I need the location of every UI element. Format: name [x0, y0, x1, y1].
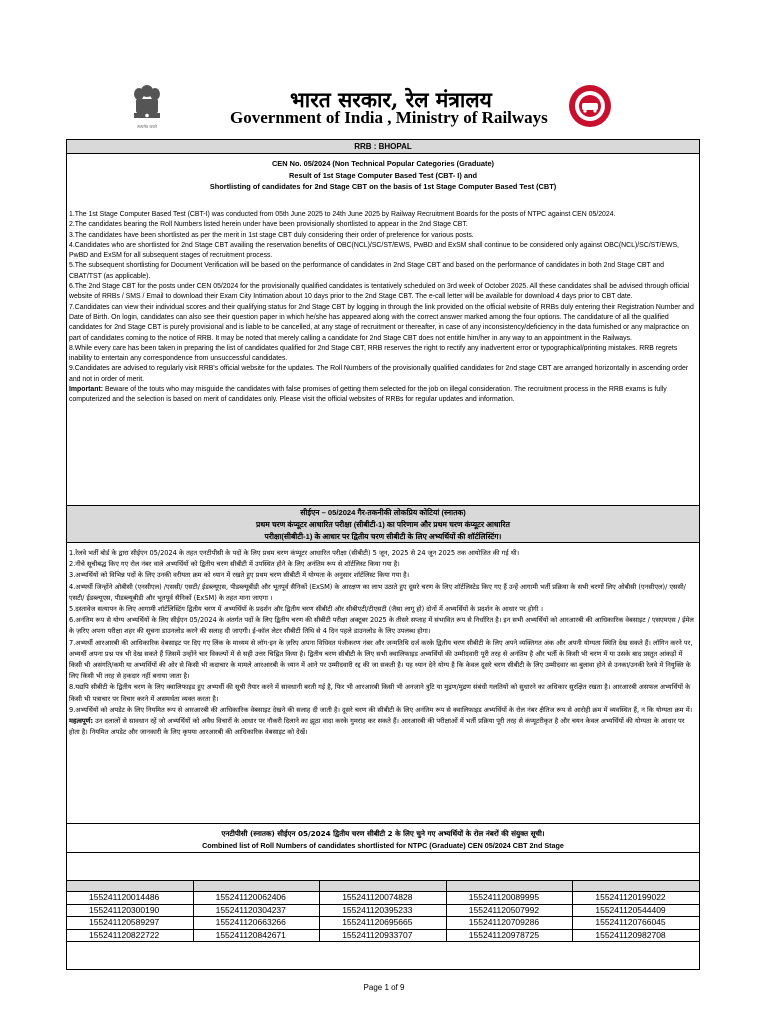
instruction-point: 8.While every care has been taken in preparing the list of candidates qualified for 2nd Stage CBT, RRB reserves the right to rectify any inadvertent error or typographical/printing mistakes. RRB regrets inability to entertain any correspondence from unsuccessful candidates.	[69, 344, 678, 363]
hindi-head-line: परीक्षा(सीबीटी-1) के आधार पर द्वितीय चरण सीबीटी के लिए अभ्यर्थियों की शॉर्टलिस्टिंग।	[264, 532, 502, 541]
instruction-point-hi: 4.अभ्यर्थी जिन्होंने ओबीसी (एनसीएल) /एससी/ एसटी/ ईडब्ल्यूएस, पीडब्ल्यूबीडी और भूतपूर्व सैनिकों (ExSM) के आरक्षण का लाभ उठाते हुए दूसरे चरण के लिए शॉर्टलिस्टेड किए गए हैं उन्हें आगामी भर्ती प्रक्रिया के सभी चरणों लिए ओबीसी (एनसीएल)/ एससी/ एसटी/ ईडब्ल्यूएस, पीडब्ल्यूबीडी और भूतपूर्व सैनिकों (ExSM) के तहत माना जाएगा ।	[69, 582, 686, 602]
table-row	[67, 917, 700, 930]
roll-number-cell: 155241120544409	[573, 904, 700, 917]
roll-number-cell: 155241120507992	[446, 904, 573, 917]
english-title: Government of India , Ministry of Railways	[230, 108, 548, 127]
cen-line: Shortlisting of candidates for 2nd Stage CBT on the basis of 1st Stage Computer Based Test (CBT)	[209, 182, 557, 191]
document-header	[130, 82, 650, 138]
roll-number-cell: 155241120300190	[67, 904, 194, 917]
table-header-cell	[446, 881, 573, 892]
roll-number-cell: 155241120589297	[67, 917, 194, 930]
instruction-point-hi: 8.यद्यपि सीबीटी के द्वितीय चरण के लिए क्वालिफाइड हुए अभ्यर्थी की सूची तैयार करने में सावधानी बरती गई है, फिर भी आरआरबी किसी भी अनजाने त्रुटि या मुद्रण/मुद्रण संबंधी गलतियों को सुधारने का अधिकार सुरक्षित रखता है। आरआरबी असफल अभ्यर्थियों के किसी भी पत्राचार पर विचार करने में असमर्थता व्यक्त करता है।	[69, 683, 691, 703]
roll-number-cell: 155241120709286	[446, 917, 573, 930]
instruction-point: 2.The candidates bearing the Roll Numbers listed herein under have been provisionally shortlisted to appear in the 2nd Stage CBT.	[69, 221, 468, 229]
roll-number-cell: 155241120822722	[67, 929, 194, 942]
instruction-point: 6.The 2nd Stage CBT for the posts under CEN 05/2024 for the provisionally qualified candidates is tentatively scheduled on 3rd week of October 2025. All these candidates shall be advised through official website of RRBs / SMS / Email to download their Exam City Intimation about 10 days prior to the 2nd Stage CBT. The e-call letter will be available for download 4 days prior to CBT date.	[69, 283, 690, 301]
cen-line: CEN No. 05/2024 (Non Technical Popular Categories (Graduate)	[271, 159, 495, 168]
instruction-point: 4.Candidates who are shortlisted for 2nd Stage CBT availing the reservation benefits of OBC(NCL)/SC/ST/EWS, PwBD and ExSM shall continue to be considered only against OBC(NCL)/SC/ST/EWS, PwBD and ExSM for all subsequent stages of recruitment process.	[69, 241, 679, 260]
roll-number-cell: 155241120014486	[67, 892, 194, 905]
hindi-head-line: प्रथम चरण कंप्यूटर आधारित परीक्षा (सीबीटी-1) का परिणाम और प्रथम चरण कंप्यूटर आधारित	[256, 520, 510, 529]
hindi-title: भारत सरकार, रेल मंत्रालय	[290, 87, 492, 112]
table-row	[67, 929, 700, 942]
roll-number-cell: 155241120842671	[193, 929, 320, 942]
instruction-point-hi: 1.रेलवे भर्ती बोर्ड के द्वारा सीईएन 05/2024 के तहत एनटीपीसी के पदों के लिए प्रथम चरण कंप्यूटर आधारित परीक्षा (सीबीटी) 5 जून, 2025 से 24 जून 2025 तक आयोजित की गई थी।	[69, 549, 520, 557]
important-text: Beware of the touts who may misguide the candidates with false promises of getting them selected for the job on illegal consideration. The recruitment process in the RRB exams is fully computerized and the selection is based on merit of candidates only. Please visit the official websites of RRBs for regular updates and information.	[69, 386, 667, 404]
instruction-point-hi: 2.नीचे सूचीबद्ध किए गए रोल नंबर वाले अभ्यर्थियों को द्वितीय चरण सीबीटी में उपस्थित होने के लिए अनंतिम रूप से शॉर्टलिस्ट किया गया है।	[69, 560, 400, 569]
indian-railways-logo-icon	[568, 84, 612, 128]
instruction-point: 1.The 1st Stage Computer Based Test (CBT-I) was conducted from 05th June 2025 to 24th June 2025 by Railway Recruitment Boards for the posts of NTPC against CEN 05/2024.	[69, 211, 616, 218]
roll-number-cell: 155241120304237	[193, 904, 320, 917]
roll-number-cell: 155241120695665	[320, 917, 447, 930]
instruction-point-hi: 3.अभ्यर्थियों को विभिन्न पदों के लिए उनकी वरीयता क्रम को ध्यान में रखते हुए प्रथम चरण सीबीटी में योग्यता के अनुसार शॉर्टलिस्ट किया गया है।	[69, 571, 410, 580]
roll-number-cell: 155241120062406	[193, 892, 320, 905]
table-header-row	[67, 881, 700, 892]
important-label: Important:	[69, 386, 104, 394]
instruction-point-hi: 5.दस्तावेज सत्यापन के लिए आगामी शॉर्टलिस्टिंग द्वितीय चरण में अभ्यर्थियों के प्रदर्शन और द्वितीय चरण सीबीटी और सीबीएटी/टीएसटी (जैसा लागू हो) दोनों में अभ्यर्थियों के प्रदर्शन के आधार पर होगी ।	[69, 605, 544, 614]
national-emblem-icon	[130, 82, 164, 132]
roll-number-table	[66, 880, 700, 942]
instruction-point-hi: 9.अभ्यर्थियों को अपडेट के लिए नियमित रूप से आरआरबी की आधिकारिक वेबसाइट देखने की सलाह दी जाती है। दूसरे चरण की सीबीटी के लिए अनंतिम रूप से क्वालिफाइड अभ्यर्थियों के रोल नंबर क्षैतिज रूप से आरोही क्रम में व्यवस्थित हैं, न कि योग्यता क्रम में।	[69, 705, 693, 714]
page-number: Page 1 of 9	[363, 983, 405, 992]
notice-frame	[66, 139, 700, 970]
svg-text:सत्यमेव जयते: सत्यमेव जयते	[137, 124, 157, 129]
roll-number-cell: 155241120089995	[446, 892, 573, 905]
table-header-cell	[67, 881, 194, 892]
cen-heading	[67, 154, 699, 193]
hindi-head-line: सीईएन – 05/2024 गैर-तकनीकी लोकप्रिय कोटियां (स्नातक)	[300, 508, 466, 517]
hindi-heading	[67, 505, 699, 543]
roll-number-cell: 155241120978725	[446, 929, 573, 942]
hindi-instructions	[69, 544, 697, 738]
roll-number-cell: 155241120074828	[320, 892, 447, 905]
table-header-cell	[573, 881, 700, 892]
table-header-cell	[193, 881, 320, 892]
instruction-point: 5.The subsequent shortlisting for Document Verification will be based on the performance of candidates in 2nd Stage CBT and based on the performance of candidates in both 2nd Stage CBT and CBAT/TST (as applicable).	[69, 262, 665, 280]
roll-number-cell: 155241120199022	[573, 892, 700, 905]
rrb-name-bar: RRB : BHOPAL	[67, 140, 699, 154]
roll-number-cell: 155241120982708	[573, 929, 700, 942]
instruction-point-hi: 6.अनंतिम रूप से योग्य अभ्यर्थियों के लिए सीईएन 05/2024 के अंतर्गत पदों के लिए द्वितीय चरण की सीबीटी परीक्षा अक्टूबर 2025 के तीसरे सप्ताह में संभावित रूप से निर्धारित है। इन सभी अभ्यर्थियों को आरआरबी की आधिकारिक वेबसाइट / एसएमएस / ईमेल के ज़रिए अपना परीक्षा शहर की सूचना डाउनलोड करने की सलाह दी जाएगी। ई-कॉल लेटर सीबीटी तिथि से 4 दिन पहले डाउनलोड के लिए उपलब्ध होगा।	[69, 616, 694, 636]
important-note	[69, 385, 697, 406]
instruction-point: 9.Candidates are advised to regularly visit RRB's official website for the updates. The Roll Numbers of the provisionally qualified candidates for 2nd stage CBT are arranged horizontally in ascending order and not in order of merit.	[69, 365, 689, 383]
cen-line: Result of 1st Stage Computer Based Test (CBT- I) and	[289, 170, 477, 180]
important-text-hi: उन दलालों से सावधान रहें जो अभ्यर्थियों को अवैध विचारों के आधार पर नौकरी दिलाने का झूठा वादा करके गुमराह कर सकते हैं। आरआरबी की परीक्षाओं में भर्ती प्रक्रिया पूरी तरह से कंप्यूटरीकृत है और चयन केवल अभ्यर्थियों की योग्यता के आधार पर होता है। नियमित अपडेट और जानकारी के लिए कृपया आरआरबी की आधिकारिक वेबसाइट को देखें।	[69, 717, 685, 737]
instruction-point: 7.Candidates can view their individual scores and their qualifying status for 2nd Stage CBT by logging in through the link provided on the official website of RRBs duly entering their Registration Number and Date of Birth. On login, candidates can also see their question paper in which he/she has appeared along with the correct answer marked among the four options. The candidature of all the qualified candidates for 2nd Stage CBT is purely provisional and is liable to be cancelled, at any stage of recruitment or thereafter, in case of any inconsistency/deficiency in the data furnished or any malpractice on part of candidates coming to the notice of RRB. It may be noted that merely calling a candidate for 2nd Stage CBT does not entitle him/her in any way to an appointment in the Railways.	[69, 303, 694, 342]
important-label-hi: महत्वपूर्ण:	[69, 717, 94, 726]
roll-list-heading	[67, 823, 699, 853]
roll-number-cell: 155241120933707	[320, 929, 447, 942]
roll-number-cell: 155241120766045	[573, 917, 700, 930]
english-instructions	[69, 210, 697, 406]
roll-number-cell: 155241120395233	[320, 904, 447, 917]
table-header-cell	[320, 881, 447, 892]
roll-number-cell: 155241120663266	[193, 917, 320, 930]
table-row	[67, 904, 700, 917]
important-note-hi	[69, 716, 697, 738]
roll-list-title-hi: एनटीपीसी (स्नातक) सीईएन 05/2024 द्वितीय चरण सीबीटी 2 के लिए चुने गए अभ्यर्थियों के रोल नंबरों की संयुक्त सूची।	[221, 829, 545, 838]
instruction-point: 3.The candidates have been shortlisted as per the merit in 1st stage CBT duly considering their order of preference for various posts.	[69, 231, 474, 239]
instruction-point-hi: 7.अभ्यर्थी आरआरबी की आधिकारिक वेबसाइट पर दिए गए लिंक के माध्यम से लॉग-इन के ज़रिए अपना विधिवत पंजीकरण नंबर और जन्मतिथि दर्ज करके द्वितीय चरण सीबीटी के लिए अपने व्यक्तिगत अंक और अपनी योग्यता स्थिति देख सकते हैं। लॉगिन करने पर, अभ्यर्थी अपना प्रश्न पत्र भी देख सकते हैं जिसमें उन्होंने चार विकल्पों में से सही उत्तर चिह्नित किया है। द्वितीय चरण सीबीटी के लिए सभी क्वालिफाइड अभ्यर्थियों की उम्मीदवारी पूरी तरह से अनंतिम है और भर्ती के किसी भी चरण में या उसके बाद प्रस्तुत आंकड़ों में किसी भी असंगति/कमी या अभ्यर्थियों की ओर से किसी भी कदाचार के मामले आरआरबी के ध्यान में आने पर उम्मीदवारी रद्द की जा सकती है। यह ध्यान देने योग्य है कि केवल दूसरे चरण सीबीटी के लिए उम्मीदवार का बुलावा होने से उनका/उनकी रेलवे में नियुक्ति के लिए किसी भी तरह से हकदार नहीं बनाया जाता है।	[69, 638, 693, 681]
table-row	[67, 892, 700, 905]
roll-list-title-en: Combined list of Roll Numbers of candidates shortlisted for NTPC (Graduate) CEN 05/2024 CBT 2nd Stage	[202, 841, 564, 850]
